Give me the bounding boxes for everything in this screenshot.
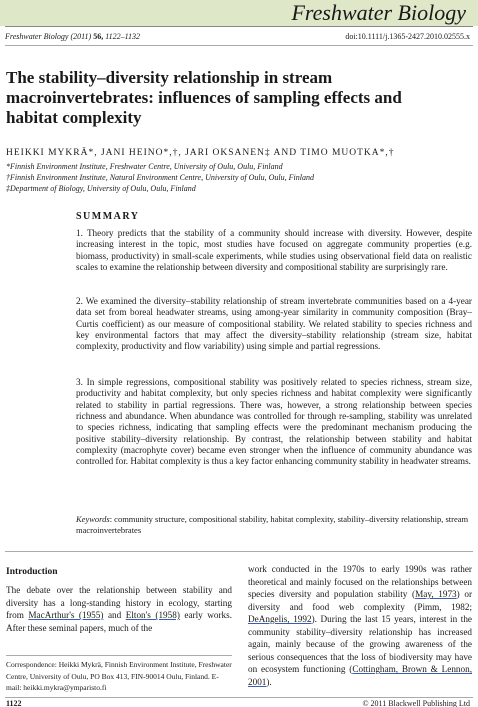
citation-pages: 1122–1132 (103, 32, 141, 41)
citation-link-may[interactable]: May, 1973 (415, 589, 457, 599)
intro-text: ) or diversity and food web complexity (Pimm, 1982; (248, 589, 473, 612)
affiliation-2: †Finnish Environment Institute, Natural Environment Centre, University of Oulu, Oulu, Finland (6, 173, 314, 182)
article-title (6, 68, 476, 128)
citation-link-deangelis[interactable]: DeAngelis, 1992 (248, 614, 312, 624)
header-divider (5, 26, 473, 27)
citation-prefix: Freshwater Biology (2011) (5, 32, 94, 41)
citation-line (5, 32, 140, 41)
doi[interactable]: doi:10.1111/j.1365-2427.2010.02555.x (345, 32, 470, 41)
citation-divider (5, 45, 473, 46)
journal-name: Freshwater Biology (291, 0, 466, 25)
summary-heading: SUMMARY (76, 211, 140, 222)
intro-right-column (248, 563, 472, 688)
page-number: 1122 (6, 699, 22, 707)
keywords (76, 514, 472, 536)
intro-text: ). (266, 676, 272, 687)
summary-paragraph-1: 1. Theory predicts that the stability of a community should increase with diversity. However, despite increasing interest in the topic, most studies have focused on aggregate community properties (e.g. biomass, productivity) in small-scale experiments, while studies using observational field data on realistic scales to examine the relationship between diversity and compositional stability are surprisingly rare. (76, 228, 472, 273)
correspondence-note: Correspondence: Heikki Mykrä, Finnish Environment Institute, Freshwater Centre, University of Oulu, PO Box 413, FIN-90014 Oulu, Finland. E-mail: heikki.mykra@ymparisto.fi (6, 660, 232, 692)
copyright: © 2011 Blackwell Publishing Ltd (362, 699, 470, 707)
journal-banner (0, 0, 478, 26)
author-list: HEIKKI MYKRÄ*, JANI HEINO*,†, JARI OKSANEN‡ AND TIMO MUOTKA*,† (6, 148, 395, 158)
section-divider (5, 551, 473, 552)
intro-text: The debate over the relationship between stability and diversity has a long-standing history in ecology, starting from (6, 585, 232, 620)
affiliation-1: *Finnish Environment Institute, Freshwater Centre, University of Oulu, Oulu, Finland (6, 162, 283, 171)
intro-text: early works. After these seminal papers, much of the (6, 610, 233, 633)
intro-heading: Introduction (6, 567, 58, 577)
citation-volume: 56, (93, 32, 104, 41)
title-line: macroinvertebrates: influences of sampling effects and (6, 88, 402, 107)
intro-text: ). During the last 15 years, interest in the community stability–diversity relationship has increased again, mainly because of the growing awareness of the serious consequences that the loss of biodiversity may have on ecosystem functioning ( (248, 614, 473, 674)
keywords-list: : community structure, compositional stability, habitat complexity, stability–diversity relationship, stream macroinvertebrates (76, 514, 469, 535)
citation-link-macarthur[interactable]: MacArthur's (1955) (28, 610, 104, 620)
footnote-divider (6, 655, 232, 656)
citation-link-elton[interactable]: Elton's (1958) (125, 610, 180, 620)
title-line: The stability–diversity relationship in stream (6, 68, 333, 87)
summary-paragraph-3: 3. In simple regressions, compositional stability was positively related to species richness, stream size, productivity and habitat complexity, but only species richness and habitat complexity were significantly related to stability in partial regressions. There was, however, a strong relationship between species richness and abundance. When abundance was controlled for through re-sampling, stability was unrelated to species richness, indicating that sampling effects were the predominant mechanism producing the positive stability–diversity relationship. By contrast, the relationship between stability and habitat complexity (macrophyte cover) became even stronger when the influence of community abundance was controlled for. Habitat complexity is thus a key factor enhancing community stability in headwater streams. (76, 377, 472, 467)
citation-link-cottingham[interactable]: Cottingham, Brown & Lennon, 2001 (248, 664, 472, 687)
intro-left-column (6, 584, 232, 634)
intro-text: and (103, 610, 126, 620)
title-line: habitat complexity (6, 108, 142, 127)
intro-text: work conducted in the 1970s to early 1990s was rather theoretical and mainly focused on the relationships between species diversity and population stability ( (248, 564, 472, 599)
keywords-label: Keywords (76, 514, 110, 524)
summary-paragraph-2: 2. We examined the diversity–stability relationship of stream invertebrate communities based on a 4-year data set from boreal headwater streams, using among-year similarity in community composition (Bray–Curtis coefficient) as our measure of compositional stability. We related stability to species richness and key environmental factors that may affect the diversity–stability relationship (stream size, habitat complexity, productivity and flow variability) using simple and partial regressions. (76, 296, 472, 352)
footer-divider (5, 697, 473, 698)
affiliation-3: ‡Department of Biology, University of Oulu, Oulu, Finland (6, 184, 196, 193)
